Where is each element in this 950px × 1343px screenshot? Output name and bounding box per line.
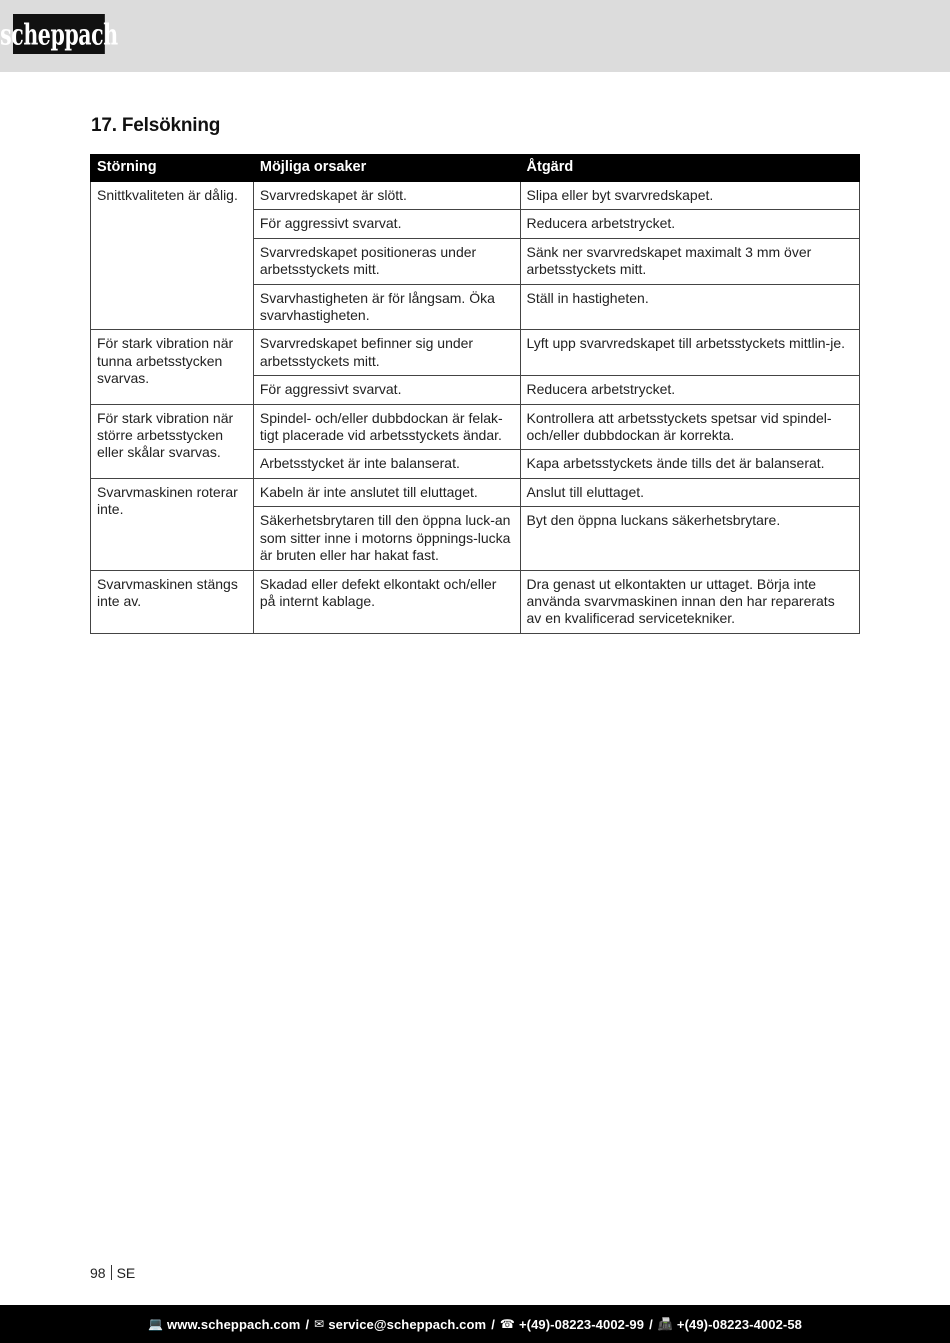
section-title: 17. Felsökning <box>91 115 221 136</box>
table-row <box>91 478 860 506</box>
fax-number: +(49)-08223-4002-58 <box>676 1316 803 1332</box>
action-cell: Dra genast ut elkontakten ur uttaget. Börja inte använda svarvmaskinen innan den har reparerats av en kvalificerad servicetekniker. <box>520 570 859 633</box>
troubleshooting-table <box>90 154 860 634</box>
separator: / <box>649 1316 653 1332</box>
action-cell: Byt den öppna luckans säkerhetsbrytare. <box>520 507 859 570</box>
table-row <box>91 330 860 376</box>
table-row <box>91 570 860 633</box>
table-row <box>91 182 860 210</box>
cause-cell: Arbetsstycket är inte balanserat. <box>253 450 520 478</box>
action-cell: Ställ in hastigheten. <box>520 284 859 330</box>
cause-cell: Svarvhastigheten är för långsam. Öka svarvhastigheten. <box>253 284 520 330</box>
email-link[interactable]: service@scheppach.com <box>328 1316 487 1332</box>
envelope-icon: ✉ <box>314 1317 325 1331</box>
header-causes: Möjliga orsaker <box>253 155 520 182</box>
separator: / <box>491 1316 495 1332</box>
page-number: 98 <box>90 1265 106 1281</box>
cause-cell: Säkerhetsbrytaren till den öppna luck-an som sitter inne i motorns öppnings-lucka är bruten eller har hakat fast. <box>253 507 520 570</box>
action-cell: Lyft upp svarvredskapet till arbetsstyckets mittlin-je. <box>520 330 859 376</box>
header-problem: Störning <box>91 155 254 182</box>
divider <box>111 1265 112 1280</box>
phone-number: +(49)-08223-4002-99 <box>518 1316 645 1332</box>
page-footer-label <box>90 1265 135 1281</box>
action-cell: Sänk ner svarvredskapet maximalt 3 mm över arbetsstyckets mitt. <box>520 238 859 284</box>
computer-icon: 💻 <box>147 1317 164 1331</box>
problem-cell: För stark vibration när tunna arbetsstycken svarvas. <box>91 330 254 404</box>
phone-icon: ☎ <box>499 1317 515 1331</box>
cause-cell: Svarvredskapet positioneras under arbetsstyckets mitt. <box>253 238 520 284</box>
problem-cell: Svarvmaskinen roterar inte. <box>91 478 254 570</box>
cause-cell: För aggressivt svarvat. <box>253 376 520 404</box>
table-header-row <box>91 155 860 182</box>
action-cell: Anslut till eluttaget. <box>520 478 859 506</box>
problem-cell: Snittkvaliteten är dålig. <box>91 182 254 330</box>
header-bar <box>0 0 950 72</box>
action-cell: Slipa eller byt svarvredskapet. <box>520 182 859 210</box>
cause-cell: För aggressivt svarvat. <box>253 210 520 238</box>
problem-cell: För stark vibration när större arbetsstycken eller skålar svarvas. <box>91 404 254 478</box>
action-cell: Kapa arbetsstyckets ände tills det är balanserat. <box>520 450 859 478</box>
cause-cell: Svarvredskapet är slött. <box>253 182 520 210</box>
table-row <box>91 404 860 450</box>
action-cell: Kontrollera att arbetsstyckets spetsar vid spindel- och/eller dubbdockan är korrekta. <box>520 404 859 450</box>
website-link[interactable]: www.scheppach.com <box>167 1316 301 1332</box>
contact-bar <box>0 1305 950 1343</box>
language-code: SE <box>116 1265 136 1281</box>
action-cell: Reducera arbetstrycket. <box>520 210 859 238</box>
cause-cell: Spindel- och/eller dubbdockan är felak-tigt placerade vid arbetsstyckets ändar. <box>253 404 520 450</box>
cause-cell: Kabeln är inte anslutet till eluttaget. <box>253 478 520 506</box>
fax-icon: 📠 <box>657 1317 673 1331</box>
action-cell: Reducera arbetstrycket. <box>520 376 859 404</box>
cause-cell: Svarvredskapet befinner sig under arbetsstyckets mitt. <box>253 330 520 376</box>
cause-cell: Skadad eller defekt elkontakt och/eller på internt kablage. <box>253 570 520 633</box>
problem-cell: Svarvmaskinen stängs inte av. <box>91 570 254 633</box>
header-action: Åtgärd <box>520 155 859 182</box>
brand-logo: scheppach <box>13 14 105 54</box>
separator: / <box>305 1316 310 1332</box>
